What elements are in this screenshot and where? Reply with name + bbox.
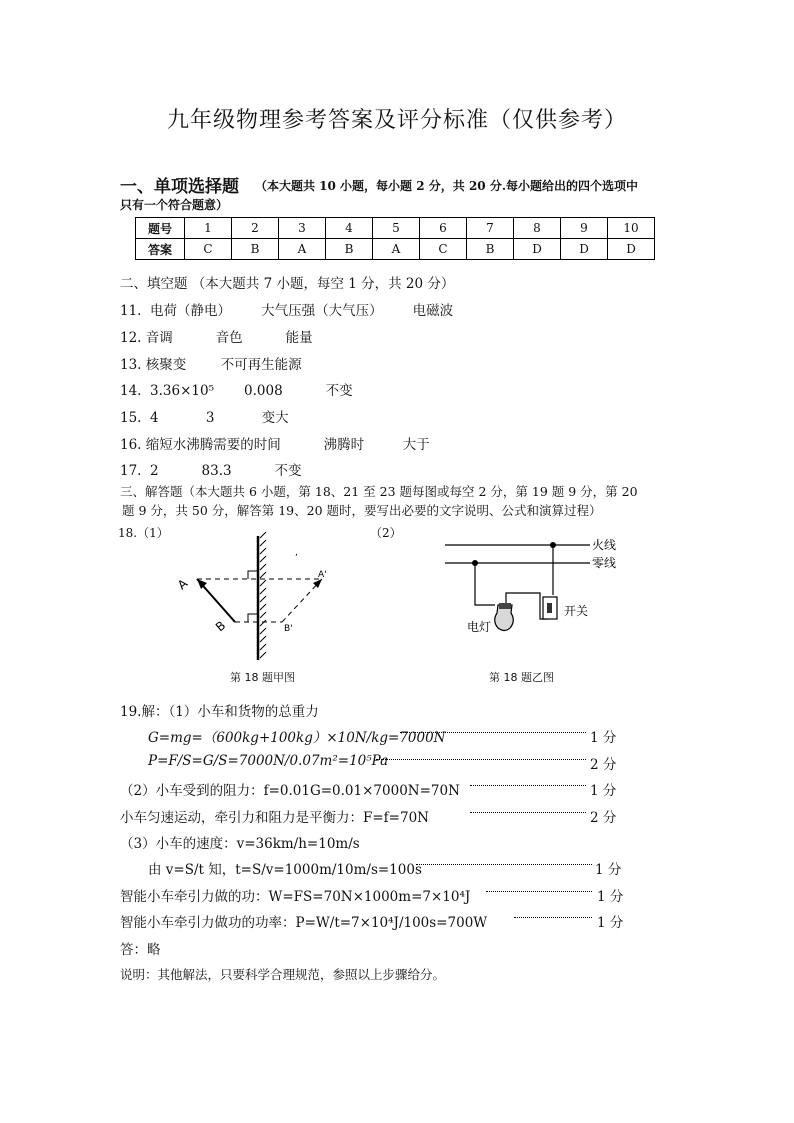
table-cell: 3 xyxy=(279,218,326,239)
section2-heading: 二、填空题 （本大题共 7 小题，每空 1 分，共 20 分） xyxy=(120,276,455,292)
fig2-caption: 第 18 题乙图 xyxy=(489,671,554,684)
table-cell: 1 xyxy=(185,218,232,239)
answer-q11: 11. 电荷（静电） 大气压强（大气压） 电磁波 xyxy=(120,303,454,319)
table-cell: 7 xyxy=(467,218,514,239)
answer-table xyxy=(135,217,655,260)
table-cell: A xyxy=(373,239,420,260)
q19-line7: 智能小车牵引力做的功：W=FS=70N×1000m=7×10⁴J xyxy=(120,889,471,905)
table-header-number: 题号 xyxy=(136,218,185,239)
section1-heading: 一、单项选择题 xyxy=(120,177,239,197)
table-cell: 5 xyxy=(373,218,420,239)
table-cell: B xyxy=(467,239,514,260)
table-header-answer: 答案 xyxy=(136,239,185,260)
q18-label-2: （2） xyxy=(370,526,402,540)
score: 2 分 xyxy=(590,757,617,773)
answer-q14: 14. 3.36×10⁵ 0.008 不变 xyxy=(120,383,353,399)
q19-line1: G=mg=（600kg+100kg）×10N/kg=7000N xyxy=(148,730,446,746)
score: 2 分 xyxy=(590,810,617,826)
score: 1 分 xyxy=(590,730,617,746)
label-neutral-wire: 零线 xyxy=(592,556,617,570)
q19-line3: （2）小车受到的阻力：f=0.01G=0.01×7000N=70N xyxy=(120,783,460,799)
section3-heading-cont: 题 9 分，共 50 分，解答第 19、20 题时，要写出必要的文字说明、公式和演算过程） xyxy=(122,503,602,518)
q19-line8: 智能小车牵引力做功的功率：P=W/t=7×10⁴J/100s=700W xyxy=(120,915,488,931)
right-angle-mark-a xyxy=(248,571,258,579)
answer-q15: 15. 4 3 变大 xyxy=(120,410,289,426)
q18-label-1: 18.（1） xyxy=(118,526,169,540)
section1-note-cont: 只有一个符合题意） xyxy=(120,198,229,212)
switch-toggle xyxy=(547,603,552,613)
label-lamp: 电灯 xyxy=(467,620,492,634)
answer-q17: 17. 2 83.3 不变 xyxy=(120,463,302,479)
table-row-numbers xyxy=(136,218,655,239)
table-cell: 9 xyxy=(561,218,608,239)
table-row-answers xyxy=(136,239,655,260)
answer-q12: 12. 音调 音色 能量 xyxy=(120,330,313,346)
table-cell: 10 xyxy=(608,218,655,239)
lamp-wire-neutral xyxy=(475,563,495,605)
table-cell: 2 xyxy=(232,218,279,239)
lamp-cap xyxy=(499,603,511,609)
fig1-caption: 第 18 题甲图 xyxy=(230,671,295,684)
mirror-hatching xyxy=(260,532,266,658)
label-b-image: B' xyxy=(284,624,293,634)
dot-leader xyxy=(400,732,586,733)
table-cell: D xyxy=(561,239,608,260)
score: 1 分 xyxy=(590,783,617,799)
table-cell: C xyxy=(420,239,467,260)
table-cell: 6 xyxy=(420,218,467,239)
table-cell: B xyxy=(326,239,373,260)
dot-leader xyxy=(470,812,586,813)
page-title: 九年级物理参考答案及评分标准（仅供参考） xyxy=(166,108,627,133)
answer-q16: 16. 缩短水沸腾需要的时间 沸腾时 大于 xyxy=(120,437,430,453)
q19-intro: 19.解：（1）小车和货物的总重力 xyxy=(120,704,319,720)
score: 1 分 xyxy=(597,889,624,905)
label-a-image: A' xyxy=(318,570,327,580)
grading-note: 说明：其他解法，只要科学合理规范，参照以上步骤给分。 xyxy=(120,967,446,982)
dot-leader xyxy=(486,891,592,892)
label-a: A xyxy=(174,576,191,593)
label-switch: 开关 xyxy=(564,604,589,618)
table-cell: 4 xyxy=(326,218,373,239)
right-angle-mark-b xyxy=(248,614,258,622)
score: 1 分 xyxy=(595,862,622,878)
table-cell: B xyxy=(232,239,279,260)
label-live-wire: 火线 xyxy=(592,538,617,552)
circuit-diagram xyxy=(440,533,630,643)
dot-leader xyxy=(376,759,586,760)
label-b: B xyxy=(212,618,229,635)
q19-line2: P=F/S=G/S=7000N/0.07m²=10⁵Pa xyxy=(148,753,389,769)
dot-leader xyxy=(514,917,592,918)
score: 1 分 xyxy=(597,915,624,931)
q19-line6: 由 v=S/t 知，t=S/v=1000m/10m/s=100s xyxy=(148,862,422,878)
section3-heading: 三、解答题（本大题共 6 小题，第 18、21 至 23 题每图或每空 2 分，第 19 题 9 分，第 20 xyxy=(120,484,638,499)
q19-line5: （3）小车的速度：v=36km/h=10m/s xyxy=(120,836,360,852)
table-cell: D xyxy=(608,239,655,260)
stray-mark: , xyxy=(295,548,298,558)
mirror-diagram xyxy=(170,528,360,663)
table-cell: A xyxy=(279,239,326,260)
answer-q13: 13. 核聚变 不可再生能源 xyxy=(120,357,302,373)
q19-line4: 小车匀速运动，牵引力和阻力是平衡力：F=f=70N xyxy=(120,810,429,826)
table-cell: 8 xyxy=(514,218,561,239)
section1-note: （本大题共 10 小题，每小题 2 分，共 20 分.每小题给出的四个选项中 xyxy=(255,179,638,193)
q19-answer: 答：略 xyxy=(120,942,161,958)
dot-leader xyxy=(416,864,592,865)
table-cell: C xyxy=(185,239,232,260)
table-cell: D xyxy=(514,239,561,260)
dot-leader xyxy=(470,785,586,786)
